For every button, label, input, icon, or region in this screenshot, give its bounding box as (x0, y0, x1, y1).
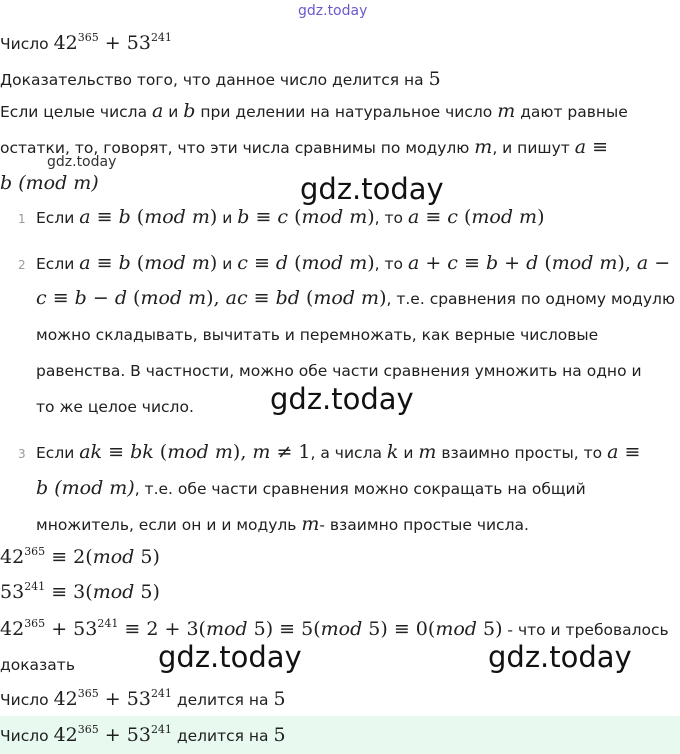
list-item-2-line-2: c ≡ b − d (mod m), ac ≡ bd (mod m), т.е. сравнения по одному модулю (36, 287, 675, 309)
congruence-42: $42^{365} \equiv 2(mod$ 5) (0, 545, 160, 568)
watermark-top: gdz.today (298, 3, 368, 19)
intro-line-1: Если целые числа a и b при делении на натуральное число m дают равные (0, 100, 628, 122)
watermark-small: gdz.today (47, 154, 117, 170)
intro-line-2: остатки, то, говорят, что эти числа сравнимы по модулю m, и пишут a ≡ (0, 136, 609, 158)
list-item-number: 2 (18, 258, 26, 272)
watermark-big: gdz.today (300, 172, 444, 206)
list-item-2-line-4: равенства. В частности, можно обе части сравнения умножить на одно и (36, 362, 642, 380)
list-item-number: 1 (18, 212, 26, 226)
answer: Число $42^{365} + 53^{241}$ делится на 5 (0, 723, 286, 746)
congruence-sum-cont: доказать (0, 656, 75, 674)
watermark-big: gdz.today (158, 640, 302, 674)
watermark-big: gdz.today (270, 382, 414, 416)
intro-line-3: b (mod m) (0, 172, 99, 194)
list-item-number: 3 (18, 447, 26, 461)
list-item-3-line-2: b (mod m), т.е. обе части сравнения можно сокращать на общий (36, 477, 586, 499)
list-item-2-line-3: можно складывать, вычитать и перемножать, как верные числовые (36, 326, 599, 344)
congruence-53: $53^{241} \equiv 3(mod$ 5) (0, 580, 160, 603)
list-item-2-line-5: то же целое число. (36, 398, 194, 416)
conclusion: Число $42^{365} + 53^{241}$ делится на 5 (0, 687, 286, 710)
list-item-1: Если a ≡ b (mod m) и b ≡ c (mod m), то a ≡ c (mod m) (36, 206, 545, 228)
list-item-2-line-1: Если a ≡ b (mod m) и c ≡ d (mod m), то a + c ≡ b + d (mod m), a − (36, 252, 671, 274)
problem-statement: Число $42^{365} + 53^{241}$ (0, 31, 172, 54)
list-item-3-line-3: множитель, если он и и модуль m- взаимно простые числа. (36, 513, 529, 535)
congruence-sum: $42^{365} + 53^{241} \equiv 2 + 3(mod$ 5) ≡ 5(mod 5) ≡ 0(mod 5) - что и требовалось (0, 617, 669, 640)
proof-title: Доказательство того, что данное число делится на 5 (0, 68, 441, 90)
watermark-big: gdz.today (488, 640, 632, 674)
list-item-3-line-1: Если ak ≡ bk (mod m), m ≠ 1, а числа k и m взаимно просты, то a ≡ (36, 441, 641, 463)
